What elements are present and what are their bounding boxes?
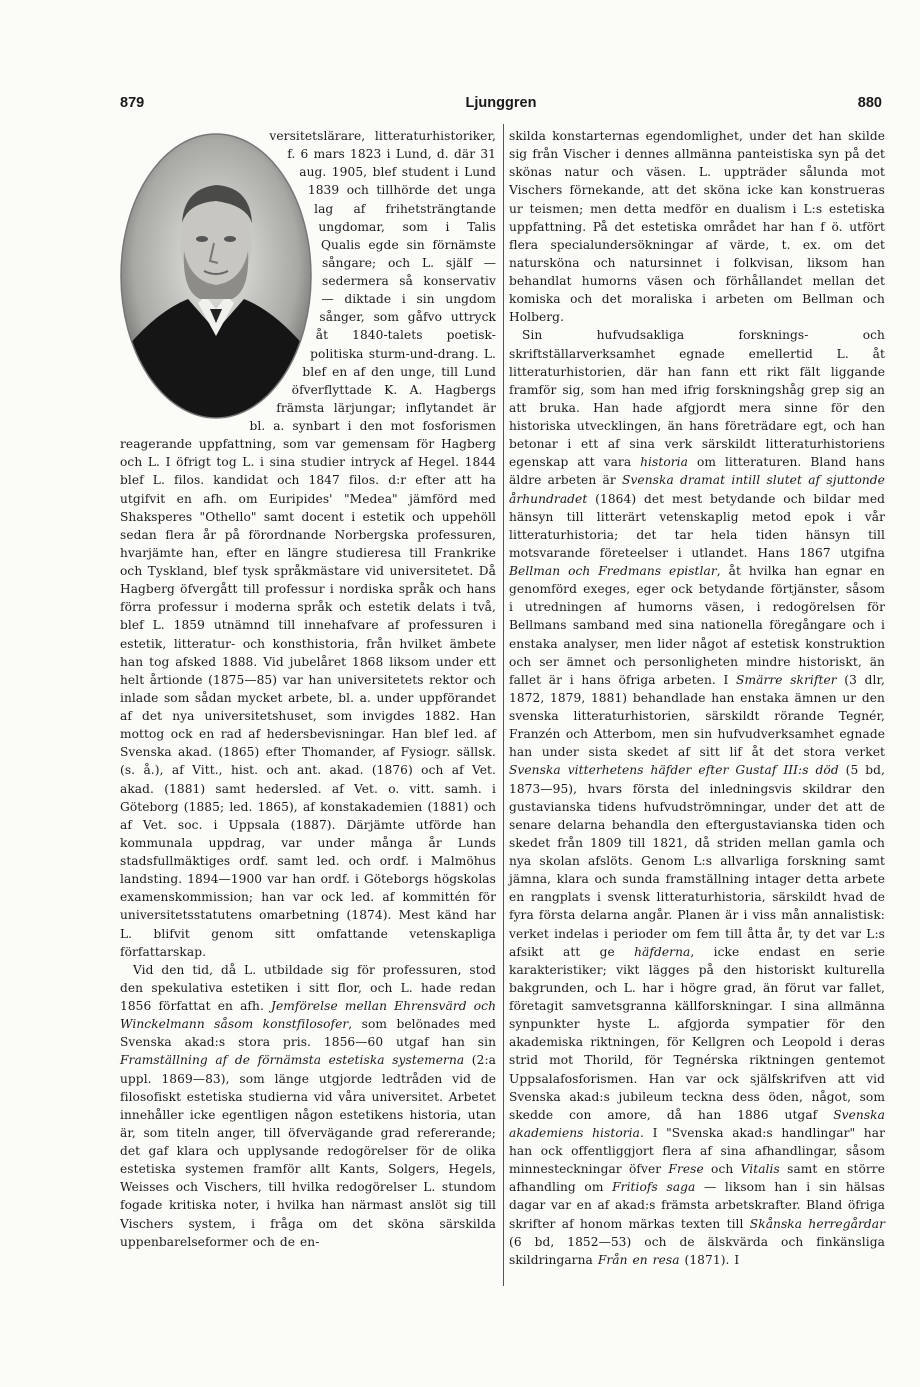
paragraph-4 [509, 326, 885, 1269]
right-page-number: 880 [857, 95, 882, 111]
portrait-photo [118, 131, 314, 421]
work-title: Svenska vitterhetens häfder efter Gustaf III:s död [509, 763, 839, 778]
paragraph-1-text: versitetslärare, litteraturhistoriker, f. 6 mars 1823 i Lund, d. där 31 aug. 1905, blef student i Lund 1839 och tillhörde det unga lag af frihetsträngtande ungdomar, som i Talis Qualis egde sin förnämste sångare; och L. själf — sedermera så konservativ — diktade i sin ungdom sånger, som gåfvo uttryck åt 1840-talets poetisk-politiska sturm-und-drang. L. blef en af den unge, till Lund öfverflyttade K. A. Hagbergs främsta lärjungar; inflytandet är bl. a. synbart i den mot fosforismen reagerande uppfattning, som var gemensam för Hagberg och L. I öfrigt tog L. i sina studier intryck af Hegel. 1844 blef L. filos. kandidat och 1847 filos. d:r efter att ha utgifvit en afh. om Euripides' "Medea" jämförd med Shaksperes "Othello" samt docent i estetik och uppehöll sedan flera år på förordnande Norbergska professuren, hvarjämte han, efter en längre studieresa till Frankrike och Tyskland, blef tysk språkmästare vid universitetet. Då Hagberg öfvergått till professur i nordiska språk och hans förra professur i moderna språk och estetik delats i två, blef L. 1859 utnämnd till innehafvare af professuren i estetik, litteratur- och konsthistoria, från hvilket ämbete han tog afsked 1888. Vid jubelåret 1868 liksom under ett helt årtionde (1875—85) var han universitetets rektor och inlade som sådan mycket arbete, bl. a. under uppförandet af det nya universitetshuset, som invigdes 1882. Han mottog ock en rad af hedersbevisningar. Han blef led. af Svenska akad. (1865) efter Thomander, af Fysiogr. sällsk. (s. å.), af Vitt., hist. och ant. akad. (1876) och af Vet. akad. (1881) samt hedersled. af Vet. o. vitt. samh. i Göteborg (1885; led. 1865), af konstakademien (1881) och af Vet. soc. i Uppsala (1887). Därjämte utförde han kommunala uppdrag, var under många år Lunds stadsfullmäktiges ordf. samt led. och ordf. i Malmöhus landsting. 1894—1900 var han ordf. i Göteborgs högskolas examenskommission; han var ock led. af kommittén för universitetsstatutens omarbetning (1874). Mest känd har L. blifvit genom sitt omfattande vetenskapliga författarskap. [120, 129, 496, 959]
text-run: , icke endast en serie karakteristiker; vikt lägges på den historiskt kulturella bakgrunden, och L. har i högre grad, än förut var fallet, företagit samvetsgranna källforskningar. I sina allmänna synpunkter hyste L. afgjorda sympatier för den akademiska riktningen, för Kellgren och Leopold i deras strid mot Thorild, för Tegnérska riktningen gentemot Uppsalafosforismen. Han var ock själfskrifven att vid Svenska akad:s jubileum teckna dess öden, något, som skedde con amore, då han 1886 utgaf [509, 944, 886, 1122]
work-title: Smärre skrifter [736, 672, 837, 687]
person-name: Vitalis [740, 1162, 780, 1177]
work-title: Svenska dramat intill slutet af sjuttonde århundradet [509, 473, 885, 506]
text-run: och [703, 1162, 741, 1177]
running-head: Ljunggren [465, 95, 537, 111]
work-title: Bellman och Fredmans epistlar [509, 564, 717, 578]
work-title: Skånska herregårdar [749, 1216, 885, 1231]
text-run: , som belönades med Svenska akad:s stora pris. 1856—60 utgaf han sin [120, 1017, 497, 1050]
left-column [120, 127, 496, 1251]
text-run: skilda konstarternas egendomlighet, under det han skilde sig från Vischer i dennes allmänna panteistiska syn på det skönas natur och väsen. L. uppträder sålunda mot Vischers förnekande, att det sköna icke kan konstrueras ur teismen; men detta medför en dualism i L:s estetiska uppfattning. På det estetiska området har han f ö. utfört flera specialundersökningar af värde, t. ex. om det natursköna och natursinnet i folkvisan, liksom han behandlat humorns väsen och förhållandet mellan det komiska och det moraliska i arbeten om Bellman och Holberg. [509, 129, 885, 325]
work-title: Från en resa [597, 1252, 680, 1267]
emphasis: historia [640, 455, 688, 470]
text-run: Vid den tid, då L. utbildade sig för professuren, stod den spekulativa estetiken i sitt flor, och L. hade redan 1856 författat en afh. [120, 962, 496, 1013]
emphasis: häfderna [634, 944, 691, 959]
text-run: Sin hufvudsakliga forsknings- och skriftställarverksamhet egnade emellertid L. åt litteraturhistorien, där han fann ett rikt fält liggande framför sig, som han med ifrig forskningshåg grep sig an att bruka. Han hade afgjordt mera sinne för den historiska utvecklingen, än hans företrädare egt, och han betonar i ett af sina verk särskildt litteraturhistoriens egenskap att vara [509, 328, 885, 470]
column-divider [503, 124, 504, 1286]
right-column [509, 127, 885, 1269]
paragraph-1 [120, 127, 496, 961]
text-run: — liksom han i sin hälsas dagar var en af akad:s främsta arbetskrafter. Bland öfriga skrifter af honom märkas texten till [509, 1180, 885, 1231]
work-title: Framställning af de förnämsta estetiska systemerna [120, 1053, 465, 1068]
text-run: samt en större afhandling om [509, 1162, 885, 1195]
person-name: Frese [668, 1162, 704, 1177]
paragraph-3 [509, 127, 885, 326]
work-title: Jemförelse mellan Ehrensvärd och Winckelmann såsom konstfilosofer [120, 999, 497, 1032]
work-title: Svenska akademiens historia [509, 1107, 885, 1140]
left-page-number: 879 [120, 95, 145, 111]
page-header [120, 95, 882, 117]
work-title: Fritiofs saga [612, 1180, 696, 1195]
text-run: (1864) det mest betydande och bildar med hänsyn till litterärt vetenskaplig metod epok i vår litteraturhistoria; det tar hela tiden hänsyn till motsvarande företeelser i utlandet. Hans 1867 utgifna [509, 491, 885, 560]
text-run: om litteraturen. Bland hans äldre arbeten är [509, 455, 885, 488]
text-run: (3 dlr, 1872, 1879, 1881) behandlade han enstaka ämnen ur den svenska litteraturhistorien, särskildt rörande Tegnér, Franzén och Atterbom, men sin hufvudverksamhet egnade han under sista skedet af sitt lif åt det stora verket [509, 672, 885, 760]
text-run: (6 bd, 1852—53) och de älskvärda och finkänsliga skildringarna [509, 1234, 885, 1267]
paragraph-2 [120, 961, 496, 1251]
text-run: (1871). I [679, 1252, 740, 1267]
text-run: (5 bd, 1873—95), hvars första del inledningsvis skildrar den gustavianska tidens hufvudströmningar, under det att de senare delarna behandla den eftergustavianska tiden och skedet från 1809 till 1821, då striden mellan gamla och nya skolan afslöts. Genom L:s allvarliga forskning samt jämna, klara och sunda framställning intager detta arbete en rangplats i svensk litteraturhistoria, särskildt hvad de fyra första delarna angår. Planen är i viss mån annalistisk: verket indelas i perioder om fem till åtta år, ty det var L:s afsikt att ge [509, 763, 885, 959]
text-run: . I "Svenska akad:s handlingar" har han ock offentliggjort flera af sina afhandlingar, såsom minnesteckningar öfver [509, 1125, 885, 1177]
text-run: (2:a uppl. 1869—83), som länge utgjorde ledtråden vid de filosofiskt estetiska studierna vid våra universitet. Arbetet innehåller icke egentligen någon estetikens historia, utan är, som titeln anger, till öfvervägande grad refererande; det gaf klara och upplysande redogörelser för de olika estetiska systemen framför allt Kants, Solgers, Hegels, Weisses och Vischers, till hvilka redogörelser L. stundom fogade kritiska noter, i hvilka han närmast anslöt sig till Vischers system, i fråga om det sköna särskilda uppenbarelseformer och de en- [120, 1053, 497, 1249]
text-run: , åt hvilka han egnar en genomförd exeges, eger ock betydande förtjänster, såsom i utredningen af humorns väsen, i redogörelsen för Bellmans samband med sina nationella föregångare och i enstaka analyser, men lider något af estetisk konstruktion och ser ämnet och personligheten mindre historiskt, än fallet är i hans öfriga arbeten. I [509, 564, 885, 687]
